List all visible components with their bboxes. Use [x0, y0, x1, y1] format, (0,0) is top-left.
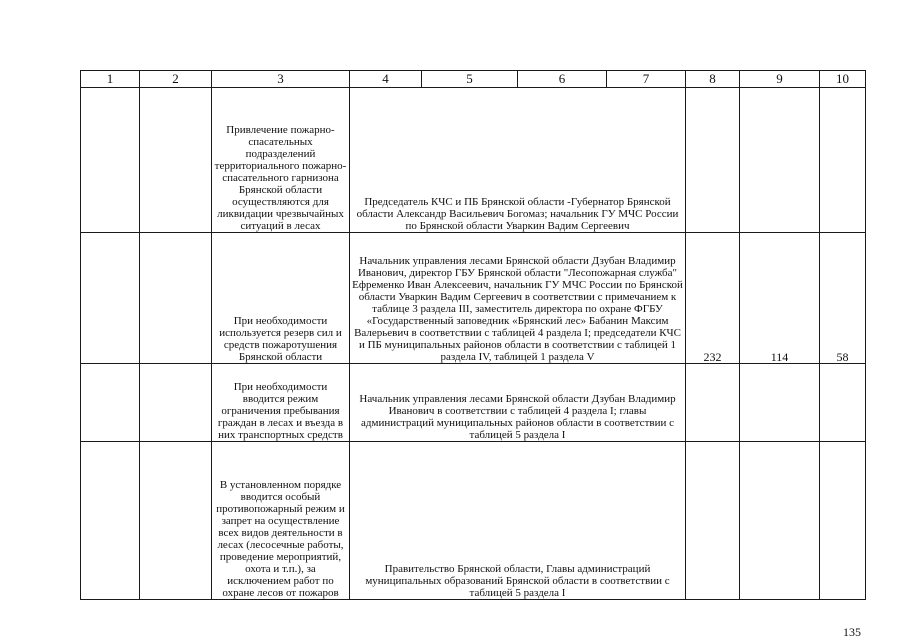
cell-col9: [740, 88, 820, 233]
cell-col9: [740, 442, 820, 600]
cell-col10: [820, 364, 866, 442]
responsible-text: Начальник управления лесами Брянской области Дзубан Владимир Иванович, директор ГБУ Брянской области "Лесопожарная служба" Ефременко Иван Алексеевич, начальник ГУ МЧС России по Брянской области Уваркин Вадим Сергеевич в соответствии с примечанием к таблице 3 раздела III, заместитель директора по охране ФГБУ «Государственный заповедник «Брянский лес» Бабанин Максим Валерьевич в соответствии с таблицей 4 раздела I; председатели КЧС и ПБ муниципальных районов области в соответствии с таблицей 1 раздела IV, таблицей 1 раздела V: [350, 233, 686, 364]
table-row: [81, 364, 866, 442]
cell-col2: [140, 442, 212, 600]
col-header-1: 1: [81, 71, 140, 88]
cell-col8: [686, 88, 740, 233]
responsible-text: Правительство Брянской области, Главы администраций муниципальных образований Брянской области в соответствии с таблицей 5 раздела I: [350, 442, 686, 600]
cell-col1: [81, 442, 140, 600]
measure-text: В установленном порядке вводится особый противопожарный режим и запрет на осуществление всех видов деятельности в лесах (лесосечные работы, проведение мероприятий, охота и т.п.), за исключением работ по охране лесов от пожаров: [212, 442, 350, 600]
col-header-8: 8: [686, 71, 740, 88]
cell-col1: [81, 233, 140, 364]
cell-col10: 58: [820, 233, 866, 364]
cell-col9: [740, 364, 820, 442]
col-header-7: 7: [607, 71, 686, 88]
cell-col2: [140, 364, 212, 442]
col-header-3: 3: [212, 71, 350, 88]
table-row: [81, 233, 866, 364]
cell-col8: 232: [686, 233, 740, 364]
measure-text: При необходимости используется резерв сил и средств пожаротушения Брянской области: [212, 233, 350, 364]
cell-col9: 114: [740, 233, 820, 364]
header-row: [81, 71, 866, 88]
cell-col10: [820, 442, 866, 600]
measure-text: При необходимости вводится режим ограничения пребывания граждан в лесах и въезда в них транспортных средств: [212, 364, 350, 442]
cell-col2: [140, 233, 212, 364]
cell-col10: [820, 88, 866, 233]
col-header-4: 4: [350, 71, 422, 88]
col-header-10: 10: [820, 71, 866, 88]
col-header-6: 6: [518, 71, 607, 88]
measure-text: Привлечение пожарно-спасательных подразделений территориального пожарно-спасательного гарнизона Брянской области осуществляются для ликвидации чрезвычайных ситуаций в лесах: [212, 88, 350, 233]
table-row: [81, 442, 866, 600]
cell-col2: [140, 88, 212, 233]
cell-col8: [686, 442, 740, 600]
table-row: [81, 88, 866, 233]
cell-col1: [81, 364, 140, 442]
responsible-text: Начальник управления лесами Брянской области Дзубан Владимир Иванович в соответствии с таблицей 4 раздела I; главы администраций муниципальных районов области в соответствии с таблицей 5 раздела I: [350, 364, 686, 442]
col-header-5: 5: [422, 71, 518, 88]
col-header-9: 9: [740, 71, 820, 88]
page-number: 135: [843, 625, 861, 639]
cell-col8: [686, 364, 740, 442]
measures-table: [80, 70, 866, 600]
responsible-text: Председатель КЧС и ПБ Брянской области -Губернатор Брянской области Александр Васильевич Богомаз; начальник ГУ МЧС России по Брянской области Уваркин Вадим Сергеевич: [350, 88, 686, 233]
cell-col1: [81, 88, 140, 233]
col-header-2: 2: [140, 71, 212, 88]
